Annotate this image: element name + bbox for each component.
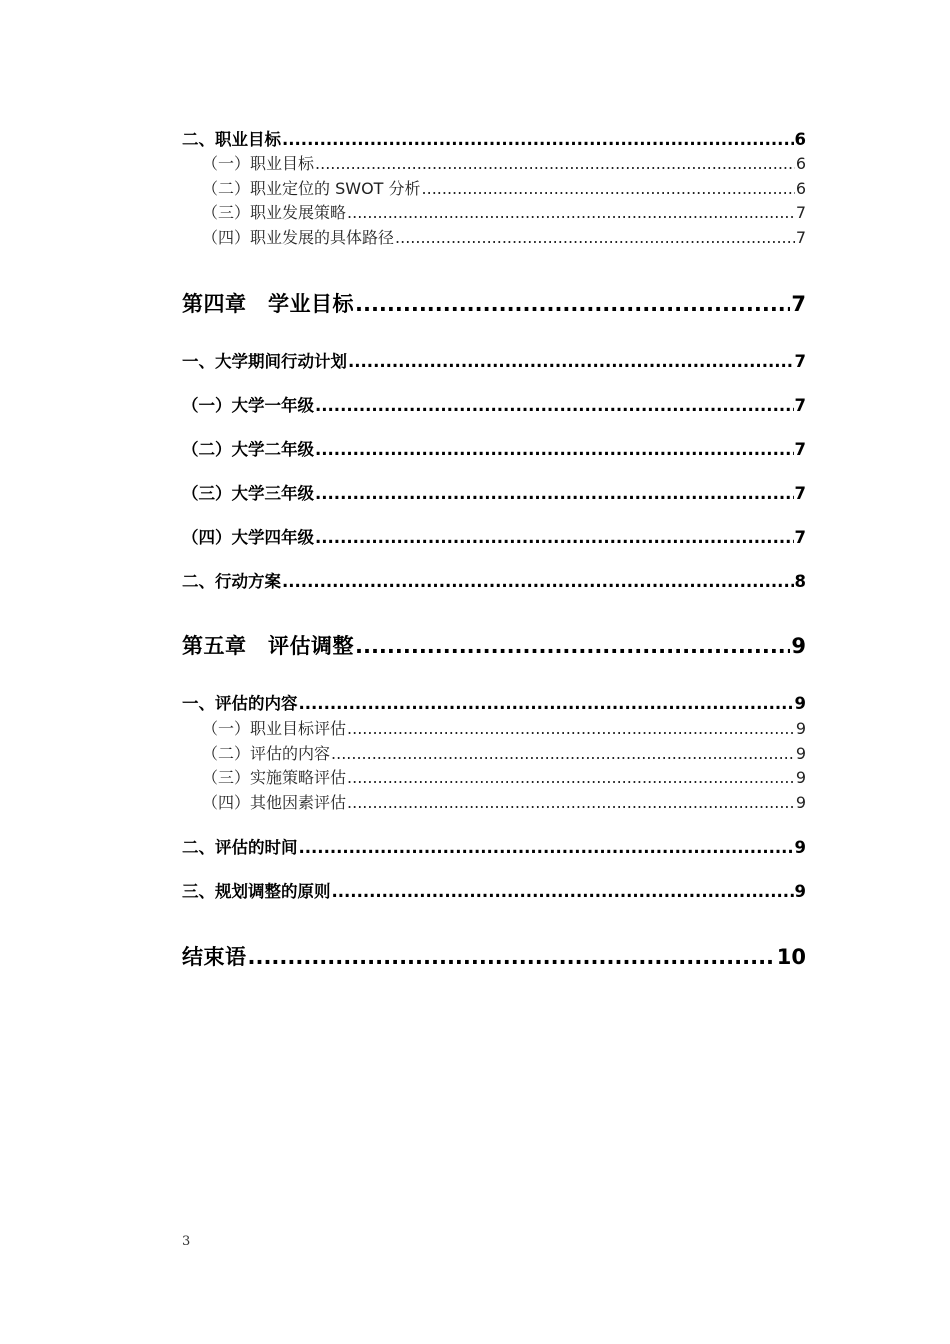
toc-entry-title: （四）其他因素评估 [202,793,347,812]
toc-entry-page: 9 [794,838,806,857]
toc-leader-dots [248,945,776,969]
toc-entry-page: 7 [794,484,806,503]
toc-entry-page: 10 [776,945,806,969]
toc-entry-page: 9 [795,744,806,763]
toc-leader-dots [347,719,795,738]
toc-entry-title: （三）大学三年级 [182,484,314,503]
toc-entry-title: 第四章 学业目标 [182,292,354,316]
toc-entry-title: 二、评估的时间 [182,838,298,857]
toc-entry-title: （二）评估的内容 [202,744,331,763]
toc-entry[interactable] [182,225,806,248]
toc-entry-page: 6 [795,154,806,173]
toc-entry-page: 7 [791,292,806,316]
toc-entry-title: 结束语 [182,945,247,969]
toc-leader-dots [331,744,795,763]
toc-leader-dots [299,838,794,857]
toc-leader-dots [315,484,794,503]
toc-entry[interactable] [182,176,806,199]
toc-chapter-entry[interactable] [182,288,806,318]
toc-entry-title: 第五章 评估调整 [182,634,354,658]
toc-entry-page: 9 [795,768,806,787]
toc-entry-title: （三）实施策略评估 [202,768,347,787]
toc-entry-title: 一、大学期间行动计划 [182,352,347,371]
toc-leader-dots [315,396,794,415]
toc-entry[interactable] [182,524,806,548]
toc-entry[interactable] [182,480,806,504]
toc-leader-dots [347,768,795,787]
toc-entry[interactable] [182,151,806,174]
toc-leader-dots [355,634,790,658]
toc-entry[interactable] [182,690,806,714]
toc-leader-dots [282,572,794,591]
toc-leader-dots [315,154,795,173]
toc-entry-title: 一、评估的内容 [182,694,298,713]
toc-entry-page: 8 [794,572,806,591]
toc-leader-dots [282,130,794,149]
toc-leader-dots [299,694,794,713]
toc-entry[interactable] [182,765,806,788]
toc-chapter-entry[interactable] [182,630,806,660]
toc-entry-page: 7 [794,352,806,371]
toc-entry[interactable] [182,716,806,739]
toc-entry-title: 三、规划调整的原则 [182,882,331,901]
toc-entry[interactable] [182,126,806,150]
toc-entry[interactable] [182,741,806,764]
toc-entry-page: 7 [795,228,806,247]
toc-entry-title: （一）职业目标评估 [202,719,347,738]
toc-entry-page: 9 [794,694,806,713]
toc-entry-title: （一）职业目标 [202,154,315,173]
toc-entry[interactable] [182,436,806,460]
toc-entry-page: 7 [794,440,806,459]
toc-entry-page: 6 [794,130,806,149]
toc-entry-title: （四）职业发展的具体路径 [202,228,395,247]
toc-entry[interactable] [182,392,806,416]
toc-leader-dots [355,292,790,316]
toc-entry[interactable] [182,348,806,372]
toc-entry-title: 二、行动方案 [182,572,281,591]
toc-entry-page: 9 [794,882,806,901]
toc-leader-dots [347,793,795,812]
toc-entry-title: 二、职业目标 [182,130,281,149]
toc-entry-page: 7 [794,528,806,547]
toc-entry-page: 7 [795,203,806,222]
toc-entry[interactable] [182,834,806,858]
toc-leader-dots [315,440,794,459]
toc-entry-title: （二）大学二年级 [182,440,314,459]
toc-leader-dots [315,528,794,547]
toc-leader-dots [348,352,794,371]
toc-entry-title: （一）大学一年级 [182,396,314,415]
toc-entry-page: 9 [791,634,806,658]
toc-entry-page: 9 [795,793,806,812]
toc-entry-title: （二）职业定位的 SWOT 分析 [202,179,421,198]
toc-entry[interactable] [182,790,806,813]
page-number: 3 [182,1234,191,1249]
toc-leader-dots [332,882,794,901]
toc-entry[interactable] [182,568,806,592]
toc-entry-page: 9 [795,719,806,738]
toc-entry-title: （三）职业发展策略 [202,203,347,222]
toc-entry[interactable] [182,200,806,223]
toc-entry-page: 7 [794,396,806,415]
toc-entry[interactable] [182,878,806,902]
toc-leader-dots [347,203,795,222]
toc-leader-dots [395,228,795,247]
toc-entry-page: 6 [795,179,806,198]
toc-leader-dots [422,179,795,198]
toc-entry-title: （四）大学四年级 [182,528,314,547]
toc-chapter-entry[interactable] [182,941,806,971]
